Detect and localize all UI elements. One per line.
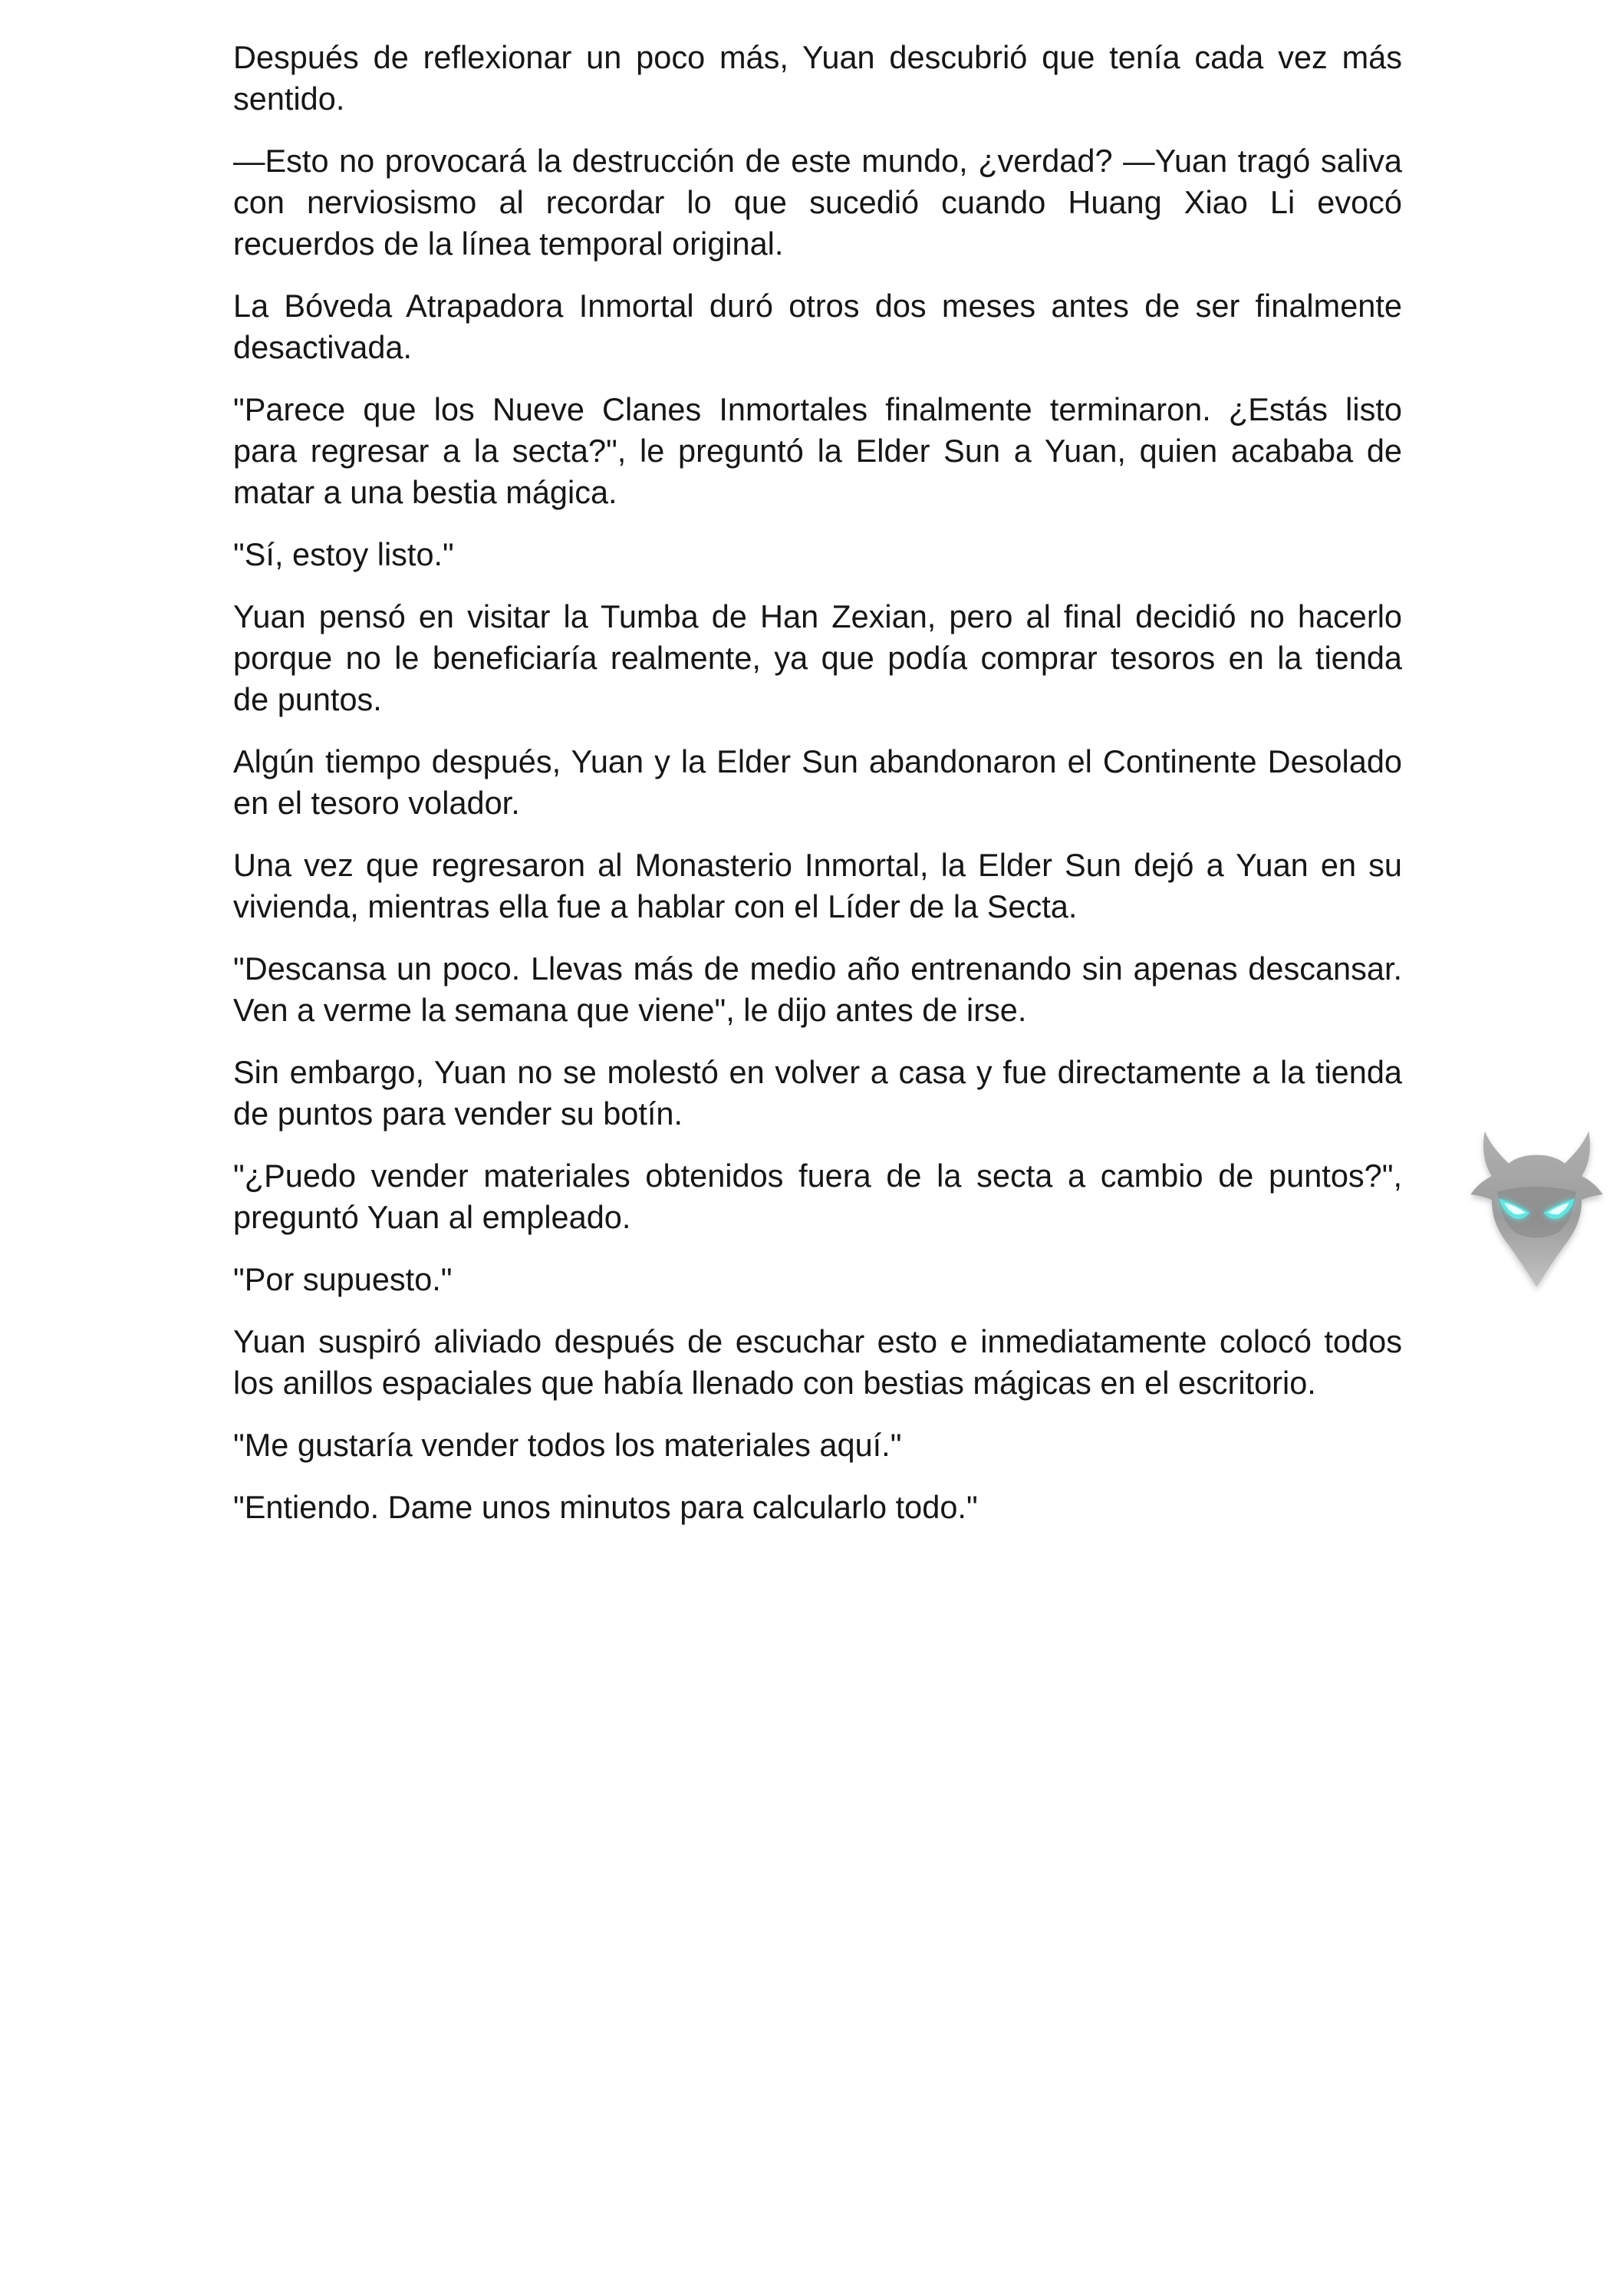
demon-watermark-icon xyxy=(1467,1129,1607,1299)
paragraph xyxy=(233,1321,1402,1404)
text-line: "Descansa un poco. Llevas más de medio año entrenando sin apenas descansar. xyxy=(233,950,1402,987)
text-line: —Esto no provocará la destrucción de este mundo, ¿verdad? —Yuan tragó saliva xyxy=(233,143,1402,179)
text-line: "Entiendo. Dame unos minutos para calcularlo todo." xyxy=(233,1489,978,1525)
text-line: Ven a verme la semana que viene", le dijo antes de irse. xyxy=(233,992,1027,1028)
paragraph xyxy=(233,1052,1402,1135)
paragraph xyxy=(233,1487,1402,1528)
paragraph xyxy=(233,1259,1402,1300)
text-line: Una vez que regresaron al Monasterio Inmortal, la Elder Sun dejó a Yuan en su xyxy=(233,847,1402,883)
paragraph xyxy=(233,1155,1402,1238)
paragraph xyxy=(233,1425,1402,1466)
paragraph xyxy=(233,534,1402,575)
text-line: de puntos para vender su botín. xyxy=(233,1095,683,1132)
text-line: desactivada. xyxy=(233,329,413,365)
text-line: en el tesoro volador. xyxy=(233,785,520,821)
paragraph xyxy=(233,596,1402,720)
paragraph xyxy=(233,948,1402,1031)
paragraph xyxy=(233,741,1402,824)
text-line: con nerviosismo al recordar lo que sucedió cuando Huang Xiao Li evocó xyxy=(233,184,1402,220)
text-line: sentido. xyxy=(233,81,345,117)
text-line: los anillos espaciales que había llenado con bestias mágicas en el escritorio. xyxy=(233,1365,1316,1401)
text-line: vivienda, mientras ella fue a hablar con el Líder de la Secta. xyxy=(233,888,1078,924)
paragraph xyxy=(233,389,1402,513)
text-line: "Sí, estoy listo." xyxy=(233,536,454,572)
paragraph xyxy=(233,37,1402,120)
text-line: La Bóveda Atrapadora Inmortal duró otros dos meses antes de ser finalmente xyxy=(233,288,1402,324)
text-line: recuerdos de la línea temporal original. xyxy=(233,226,784,262)
text-line: preguntó Yuan al empleado. xyxy=(233,1199,631,1235)
text-line: para regresar a la secta?", le preguntó la Elder Sun a Yuan, quien acababa de xyxy=(233,433,1402,469)
text-line: "¿Puedo vender materiales obtenidos fuera de la secta a cambio de puntos?", xyxy=(233,1158,1402,1194)
text-line: Después de reflexionar un poco más, Yuan descubrió que tenía cada vez más xyxy=(233,39,1402,75)
paragraph xyxy=(233,845,1402,927)
text-line: de puntos. xyxy=(233,681,382,717)
paragraph xyxy=(233,140,1402,265)
text-line: porque no le beneficiaría realmente, ya que podía comprar tesoros en la tienda xyxy=(233,640,1402,676)
text-line: Yuan suspiró aliviado después de escuchar esto e inmediatamente colocó todos xyxy=(233,1323,1402,1359)
text-line: "Por supuesto." xyxy=(233,1261,453,1297)
paragraph xyxy=(233,285,1402,368)
text-line: Sin embargo, Yuan no se molestó en volver a casa y fue directamente a la tienda xyxy=(233,1054,1402,1090)
text-line: matar a una bestia mágica. xyxy=(233,474,617,510)
text-line: "Parece que los Nueve Clanes Inmortales finalmente terminaron. ¿Estás listo xyxy=(233,391,1402,427)
text-line: Algún tiempo después, Yuan y la Elder Sun abandonaron el Continente Desolado xyxy=(233,743,1402,779)
text-line: "Me gustaría vender todos los materiales aquí." xyxy=(233,1427,902,1463)
document-body xyxy=(233,37,1402,1549)
text-line: Yuan pensó en visitar la Tumba de Han Zexian, pero al final decidió no hacerlo xyxy=(233,598,1402,634)
